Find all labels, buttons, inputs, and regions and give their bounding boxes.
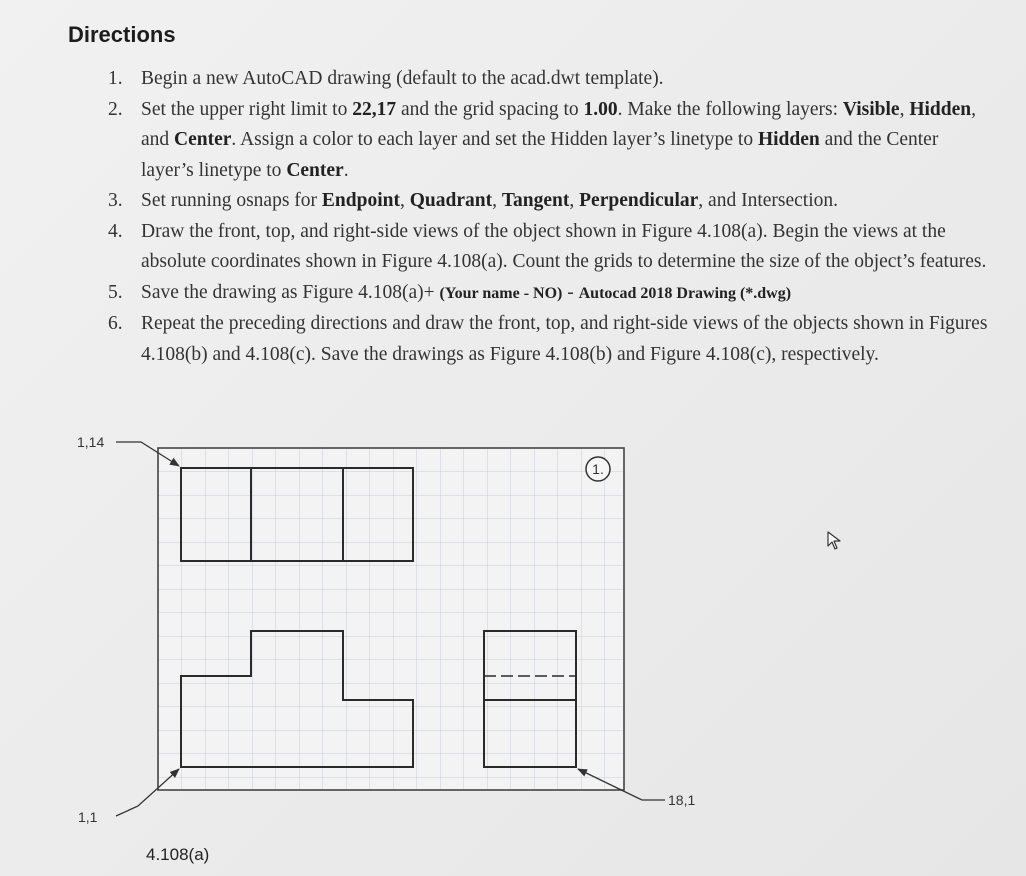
layer-center: Center — [174, 129, 232, 150]
callout-number: 1. — [592, 461, 604, 477]
step-text: Repeat the preceding directions and draw the front, top, and right-side views of the objects shown in Figures 4.108(b) and 4.108(c). Save the drawings as Figure 4.108(b) and Figure 4.108(c), respectively. — [141, 313, 988, 365]
upper-right-limit: 22,17 — [352, 98, 397, 120]
step-number: 4. — [108, 220, 123, 242]
figure-caption: 4.108(a) — [146, 845, 210, 864]
page-title: Directions — [68, 22, 176, 47]
step-5: 5. Save the drawing as Figure 4.108(a)+ (Your name - NO) - Autocad 2018 Drawing (*.dwg) — [108, 278, 988, 310]
step-text: Begin a new AutoCAD drawing (default to the acad.dwt template). — [141, 68, 664, 89]
grid-spacing: 1.00 — [583, 98, 618, 120]
step-number: 6. — [108, 313, 123, 334]
layer-hidden: Hidden — [909, 98, 972, 120]
layer-visible: Visible — [842, 98, 900, 120]
coord-label-bottom-right: 18,1 — [668, 792, 696, 808]
step-number: 1. — [108, 68, 123, 89]
coord-label-bottom-left: 1,1 — [78, 809, 98, 825]
coord-label-top-left: 1,14 — [77, 434, 105, 450]
step-text: Draw the front, top, and right-side views of the object shown in Figure 4.108(a). Begin the views at the absolute coordinates shown in Figure 4.108(a). Count the grids to determine the size of the object’s features. — [141, 220, 987, 272]
step-number: 2. — [108, 98, 123, 120]
step-number: 5. — [108, 281, 123, 303]
step-number: 3. — [108, 190, 123, 211]
step-2: 2. Set the upper right limit to 22,17 and the grid spacing to 1.00. Make the following layers: Visible, Hidden, and Center. Assign a color to each layer and set the Hidden layer’s linetype to Hidden and the Center layer’s linetype to Center. — [108, 95, 988, 187]
grid-lines — [158, 448, 624, 790]
mouse-pointer-icon — [826, 530, 844, 552]
step-3: 3. Set running osnaps for Endpoint, Quadrant, Tangent, Perpendicular, and Intersection. — [108, 186, 988, 217]
